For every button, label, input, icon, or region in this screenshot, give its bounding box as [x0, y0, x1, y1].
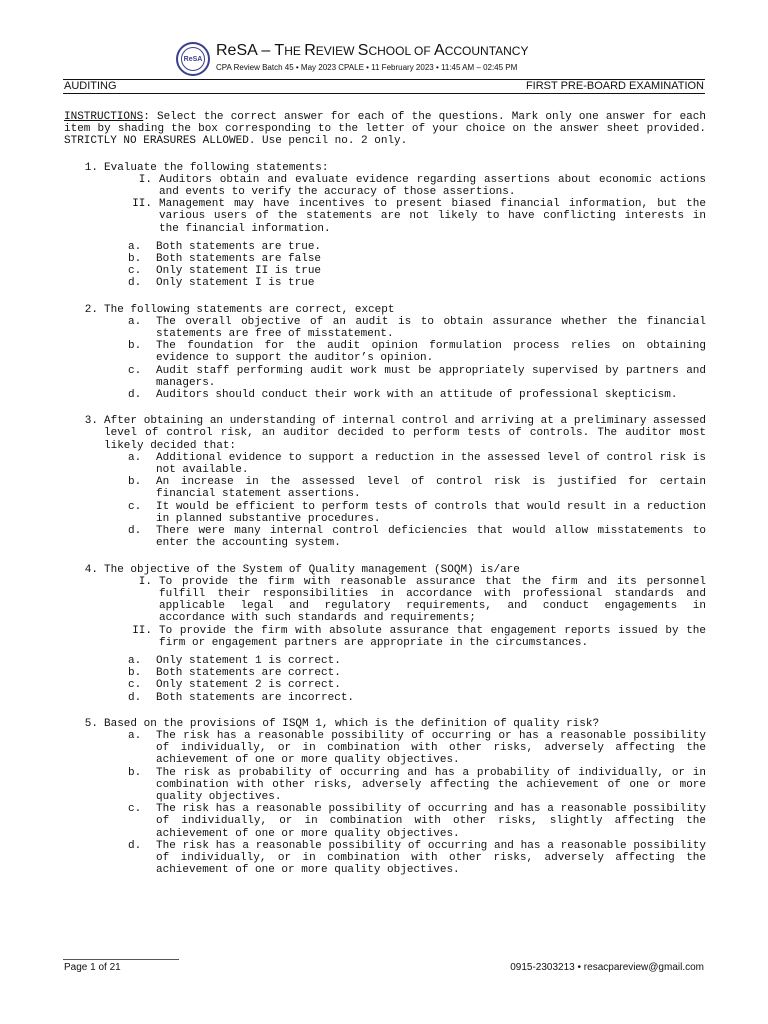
- option-item: [128, 655, 706, 667]
- exam-label: FIRST PRE-BOARD EXAMINATION: [525, 80, 704, 92]
- option-letter: a.: [128, 240, 142, 253]
- option-item: [128, 730, 706, 767]
- question-item: [64, 415, 706, 549]
- option-text: Both statements are false: [156, 253, 322, 266]
- statement-text: Auditors obtain and evaluate evidence regarding assertions about economic actions and events to verify the accuracy of those assertions.: [159, 173, 706, 199]
- option-letter: c.: [128, 803, 142, 816]
- statement-text: To provide the firm with reasonable assurance that the firm and its personnel fulfill their responsibilities in accordance with professional standards and applicable legal and regulatory requirements, and conduct engagements in accordance with such standards and requirements;: [159, 575, 706, 625]
- question-text: After obtaining an understanding of internal control and arriving at a preliminary assessed level of control risk, an auditor decided to perform tests of controls. The auditor most likely decided that:: [104, 415, 706, 452]
- option-text: An increase in the assessed level of control risk is justified for certain financial statement assertions.: [156, 476, 706, 501]
- option-letter: c.: [128, 265, 142, 278]
- exam-body: [64, 111, 706, 876]
- option-item: [128, 476, 706, 500]
- exam-subtitle: CPA Review Batch 45 • May 2023 CPALE • 11 February 2023 • 11:45 AM – 02:45 PM: [216, 63, 518, 72]
- options-list: [64, 241, 706, 290]
- option-text: Both statements are correct.: [156, 667, 341, 680]
- option-text: Only statement 1 is correct.: [156, 654, 341, 667]
- statement-numeral: II.: [132, 198, 152, 211]
- footer-rule: [63, 959, 179, 960]
- option-letter: b.: [128, 476, 142, 489]
- question-text: The objective of the System of Quality management (SOQM) is/are: [104, 563, 520, 576]
- option-item: [128, 501, 706, 525]
- option-text: Only statement II is true: [156, 265, 322, 278]
- option-text: The risk as probability of occurring and has a probability of individually, or in combination with other risks, adversely affecting the achievement of one or more quality objectives.: [156, 766, 706, 803]
- statement-numeral: I.: [138, 173, 152, 186]
- option-letter: b.: [128, 766, 142, 779]
- option-letter: a.: [128, 729, 142, 742]
- question-text: Based on the provisions of ISQM 1, which is the definition of quality risk?: [104, 717, 600, 730]
- header-rule-bottom: [63, 93, 705, 94]
- options-list: [64, 316, 706, 401]
- statement-numeral: II.: [132, 624, 152, 637]
- contact-info: 0915-2303213 • resacpareview@gmail.com: [510, 962, 704, 973]
- option-letter: a.: [128, 451, 142, 464]
- resa-seal-logo: [176, 42, 210, 76]
- option-text: The risk has a reasonable possibility of occurring and has a reasonable possibility of individually, or in combination with other risks, slightly affecting the achievement of one or more quality objectives.: [156, 803, 706, 840]
- option-item: [128, 840, 706, 877]
- option-letter: a.: [128, 654, 142, 667]
- instructions: [64, 111, 706, 148]
- question-number: 3.: [84, 415, 98, 428]
- option-item: [128, 277, 706, 289]
- page-number: Page 1 of 21: [64, 962, 121, 973]
- question-number: 5.: [84, 717, 98, 730]
- option-text: Both statements are incorrect.: [156, 691, 355, 704]
- option-letter: c.: [128, 679, 142, 692]
- subject-label: AUDITING: [64, 80, 117, 92]
- question-list: [64, 162, 706, 877]
- option-item: [128, 340, 706, 364]
- statement-numeral: I.: [138, 575, 152, 588]
- option-text: Auditors should conduct their work with an attitude of professional skepticism.: [156, 389, 678, 402]
- question-text: Evaluate the following statements:: [104, 161, 329, 174]
- option-item: [128, 316, 706, 340]
- option-letter: b.: [128, 667, 142, 680]
- question-item: [64, 718, 706, 877]
- question-number: 4.: [84, 563, 98, 576]
- logo-text: ReSA: [181, 47, 205, 71]
- option-text: The risk has a reasonable possibility of occurring and has a reasonable possibility of individually, or in combination with other risks, adversely affecting the achievement of one or more quality objectives.: [156, 839, 706, 877]
- option-letter: c.: [128, 364, 142, 377]
- instructions-label: INSTRUCTIONS: [64, 111, 144, 123]
- option-letter: d.: [128, 525, 142, 538]
- options-list: [64, 730, 706, 876]
- question-number: 2.: [84, 303, 98, 316]
- option-letter: d.: [128, 691, 142, 704]
- question-text: The following statements are correct, except: [104, 303, 395, 316]
- option-text: The risk has a reasonable possibility of occurring or has a reasonable possibility of individually, or in combination with other risks, adversely affecting the achievement of one or more quality objectives.: [156, 729, 706, 767]
- option-item: [128, 241, 706, 253]
- statement-text: Management may have incentives to present biased financial information, but the various users of the statements are not likely to have conflicting interests in the financial information.: [159, 198, 706, 235]
- statement-item: [116, 174, 706, 198]
- option-letter: d.: [128, 389, 142, 402]
- option-letter: d.: [128, 277, 142, 290]
- question-item: [64, 564, 706, 704]
- question-stem: [64, 304, 706, 316]
- option-item: [128, 265, 706, 277]
- option-text: The foundation for the audit opinion formulation process relies on obtaining evidence to support the auditor’s opinion.: [156, 340, 706, 365]
- question-stem: [64, 564, 706, 576]
- question-stem: [64, 162, 706, 174]
- option-item: [128, 389, 706, 401]
- options-list: [64, 452, 706, 550]
- option-text: There were many internal control deficiencies that would allow misstatements to enter the accounting system.: [156, 525, 706, 550]
- option-item: [128, 679, 706, 691]
- option-item: [128, 452, 706, 476]
- option-item: [128, 253, 706, 265]
- option-text: Only statement I is true: [156, 277, 315, 290]
- instructions-text: : Select the correct answer for each of the questions. Mark only one answer for each item by shading the box corresponding to the letter of your choice on the answer sheet provided. STRICTLY NO ERASURES ALLOWED. Use pencil no. 2 only.: [64, 111, 706, 148]
- option-item: [128, 365, 706, 389]
- question-item: [64, 304, 706, 402]
- option-item: [128, 803, 706, 840]
- option-text: Only statement 2 is correct.: [156, 679, 341, 692]
- option-text: Audit staff performing audit work must be appropriately supervised by partners and managers.: [156, 364, 706, 389]
- option-item: [128, 525, 706, 549]
- option-text: It would be efficient to perform tests of controls that would result in a reduction in planned substantive procedures.: [156, 500, 706, 525]
- page-header: [0, 0, 768, 100]
- option-letter: c.: [128, 500, 142, 513]
- option-item: [128, 767, 706, 804]
- statement-item: [116, 625, 706, 649]
- option-letter: a.: [128, 315, 142, 328]
- option-letter: b.: [128, 340, 142, 353]
- question-number: 1.: [84, 161, 98, 174]
- option-letter: b.: [128, 253, 142, 266]
- statement-item: [116, 576, 706, 625]
- school-title: ReSA – THE REVIEW SCHOOL OF ACCOUNTANCY: [216, 42, 529, 59]
- option-text: Both statements are true.: [156, 240, 322, 253]
- option-item: [128, 667, 706, 679]
- option-item: [128, 692, 706, 704]
- options-list: [64, 655, 706, 704]
- statement-item: [116, 198, 706, 235]
- option-text: Additional evidence to support a reduction in the assessed level of control risk is not available.: [156, 451, 706, 477]
- question-stem: [64, 415, 706, 452]
- question-item: [64, 162, 706, 290]
- option-text: The overall objective of an audit is to obtain assurance whether the financial statements are free of misstatement.: [156, 315, 706, 341]
- statement-text: To provide the firm with absolute assurance that engagement reports issued by the firm or engagement partners are appropriate in the circumstances.: [159, 624, 706, 649]
- option-letter: d.: [128, 839, 142, 852]
- question-stem: [64, 718, 706, 730]
